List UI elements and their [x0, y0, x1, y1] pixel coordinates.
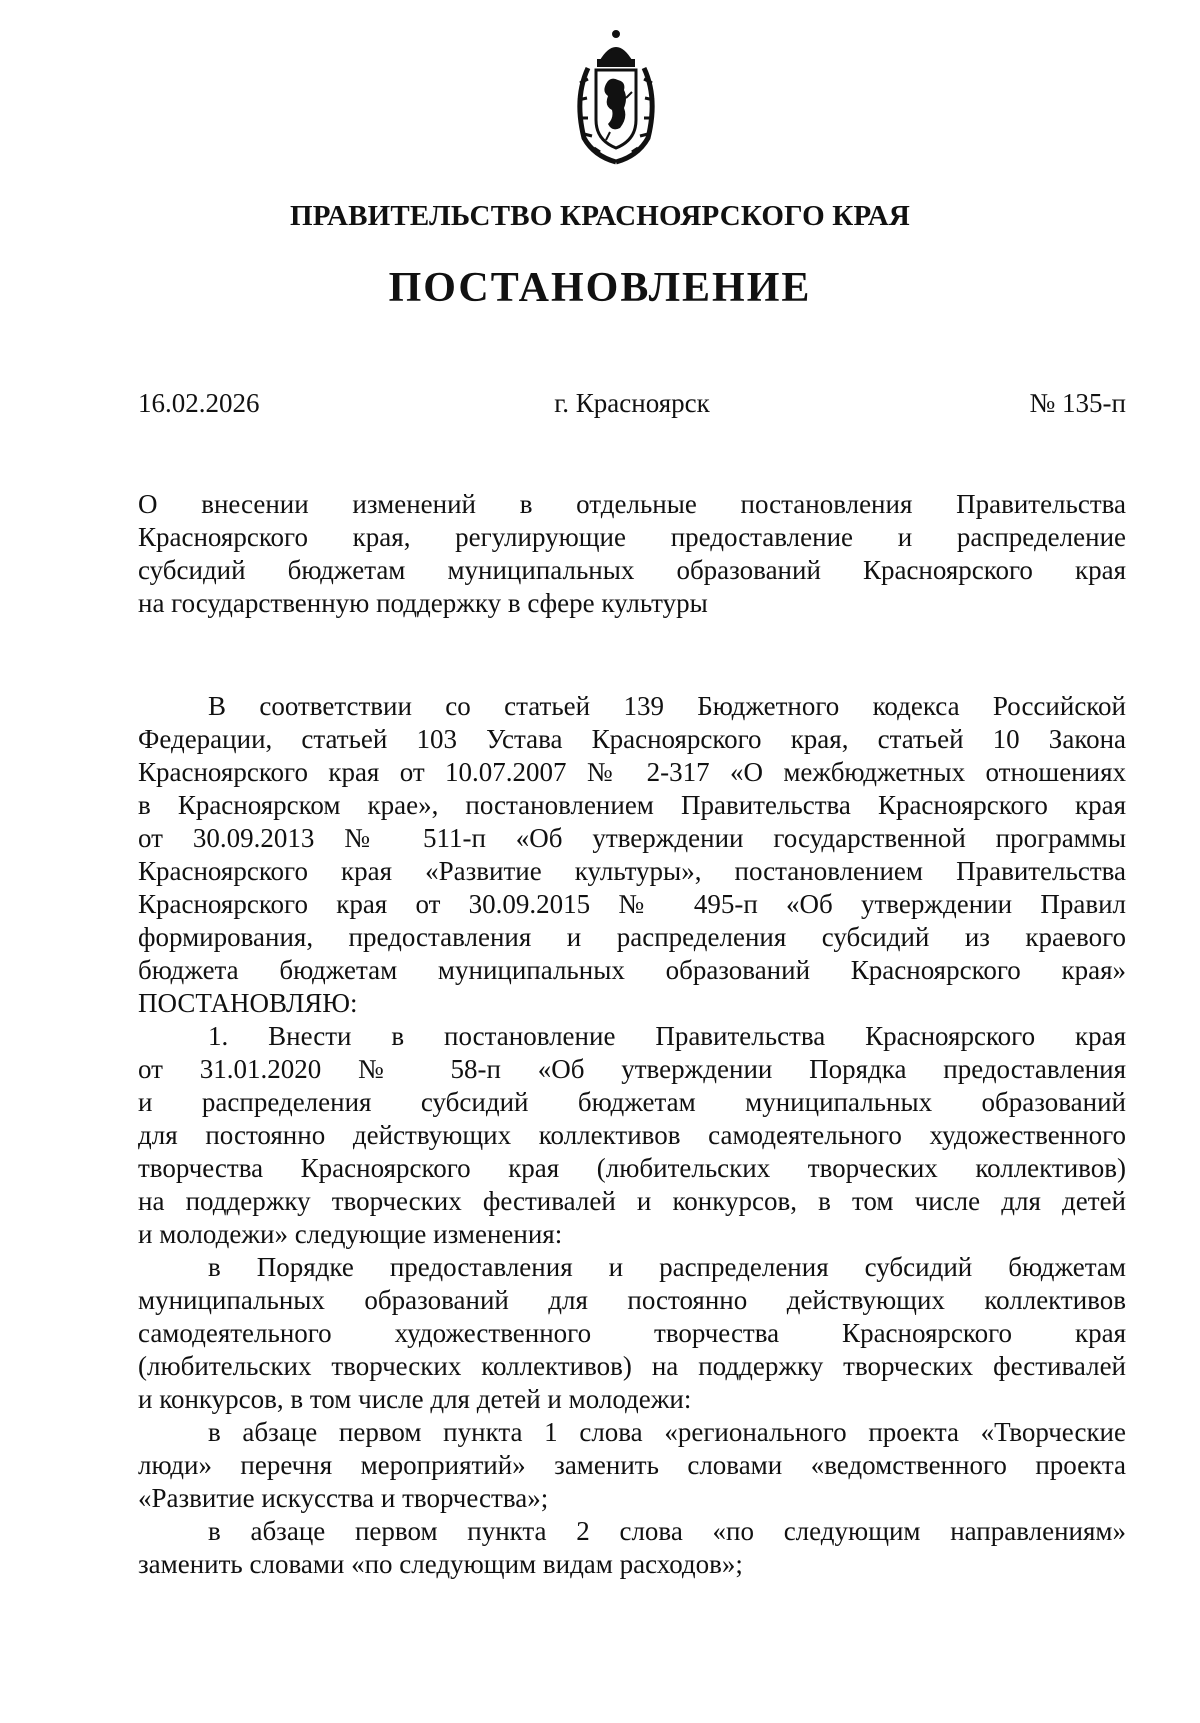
body-line: в абзаце первом пункта 1 слова «регионального проекта «Творческие: [208, 1417, 1126, 1447]
body-line: в Порядке предоставления и распределения субсидий бюджетам: [208, 1252, 1126, 1282]
body-line: ПОСТАНОВЛЯЮ:: [138, 988, 358, 1018]
subject-line: субсидий бюджетам муниципальных образований Красноярского края: [138, 555, 1126, 585]
body-line: Красноярского края от 30.09.2015 № 495-п «Об утверждении Правил: [138, 889, 1126, 919]
document-type-title: ПОСТАНОВЛЕНИЕ: [388, 265, 812, 311]
body-line: «Развитие искусства и творчества»;: [138, 1483, 549, 1513]
organization-title: ПРАВИТЕЛЬСТВО КРАСНОЯРСКОГО КРАЯ: [289, 200, 911, 232]
subject-line: на государственную поддержку в сфере культуры: [138, 588, 708, 618]
document-subject: [138, 488, 1126, 620]
body-line: бюджета бюджетам муниципальных образований Красноярского края»: [138, 955, 1126, 985]
body-line: люди» перечня мероприятий» заменить словами «ведомственного проекта: [138, 1450, 1126, 1480]
body-line: в Красноярском крае», постановлением Правительства Красноярского края: [138, 790, 1126, 820]
body-line: и распределения субсидий бюджетам муниципальных образований: [138, 1087, 1126, 1117]
document-number: № 135-п: [1029, 388, 1126, 418]
body-line: самодеятельного художественного творчества Красноярского края: [138, 1318, 1126, 1348]
body-line: от 31.01.2020 № 58-п «Об утверждении Порядка предоставления: [138, 1054, 1126, 1084]
body-line: формирования, предоставления и распределения субсидий из краевого: [138, 922, 1126, 952]
body-line: Красноярского края «Развитие культуры», постановлением Правительства: [138, 856, 1126, 886]
body-line: от 30.09.2013 № 511-п «Об утверждении государственной программы: [138, 823, 1126, 853]
body-line: заменить словами «по следующим видам расходов»;: [138, 1549, 743, 1579]
subject-line: О внесении изменений в отдельные постановления Правительства: [138, 489, 1126, 519]
body-line: В соответствии со статьей 139 Бюджетного кодекса Российской: [208, 691, 1126, 721]
body-line: (любительских творческих коллективов) на поддержку творческих фестивалей: [138, 1351, 1126, 1381]
subject-line: Красноярского края, регулирующие предоставление и распределение: [138, 522, 1126, 552]
body-line: Красноярского края от 10.07.2007 № 2-317 «О межбюджетных отношениях: [138, 757, 1126, 787]
body-line: и конкурсов, в том числе для детей и молодежи:: [138, 1384, 692, 1414]
document-body: [138, 690, 1126, 1581]
body-line: на поддержку творческих фестивалей и конкурсов, в том числе для детей: [138, 1186, 1126, 1216]
body-line: в абзаце первом пункта 2 слова «по следующим направлениям»: [208, 1516, 1126, 1546]
body-line: 1. Внести в постановление Правительства Красноярского края: [208, 1021, 1126, 1051]
document-city: г. Красноярск: [554, 388, 710, 418]
body-line: творчества Красноярского края (любительских творческих коллективов): [138, 1153, 1126, 1183]
body-line: муниципальных образований для постоянно действующих коллективов: [138, 1285, 1126, 1315]
body-line: Федерации, статьей 103 Устава Красноярского края, статьей 10 Закона: [138, 724, 1126, 754]
coat-of-arms-icon: [570, 28, 662, 168]
body-line: и молодежи» следующие изменения:: [138, 1219, 563, 1249]
document-date: 16.02.2026: [138, 388, 260, 418]
body-line: для постоянно действующих коллективов самодеятельного художественного: [138, 1120, 1126, 1150]
document-meta: [138, 388, 1126, 428]
